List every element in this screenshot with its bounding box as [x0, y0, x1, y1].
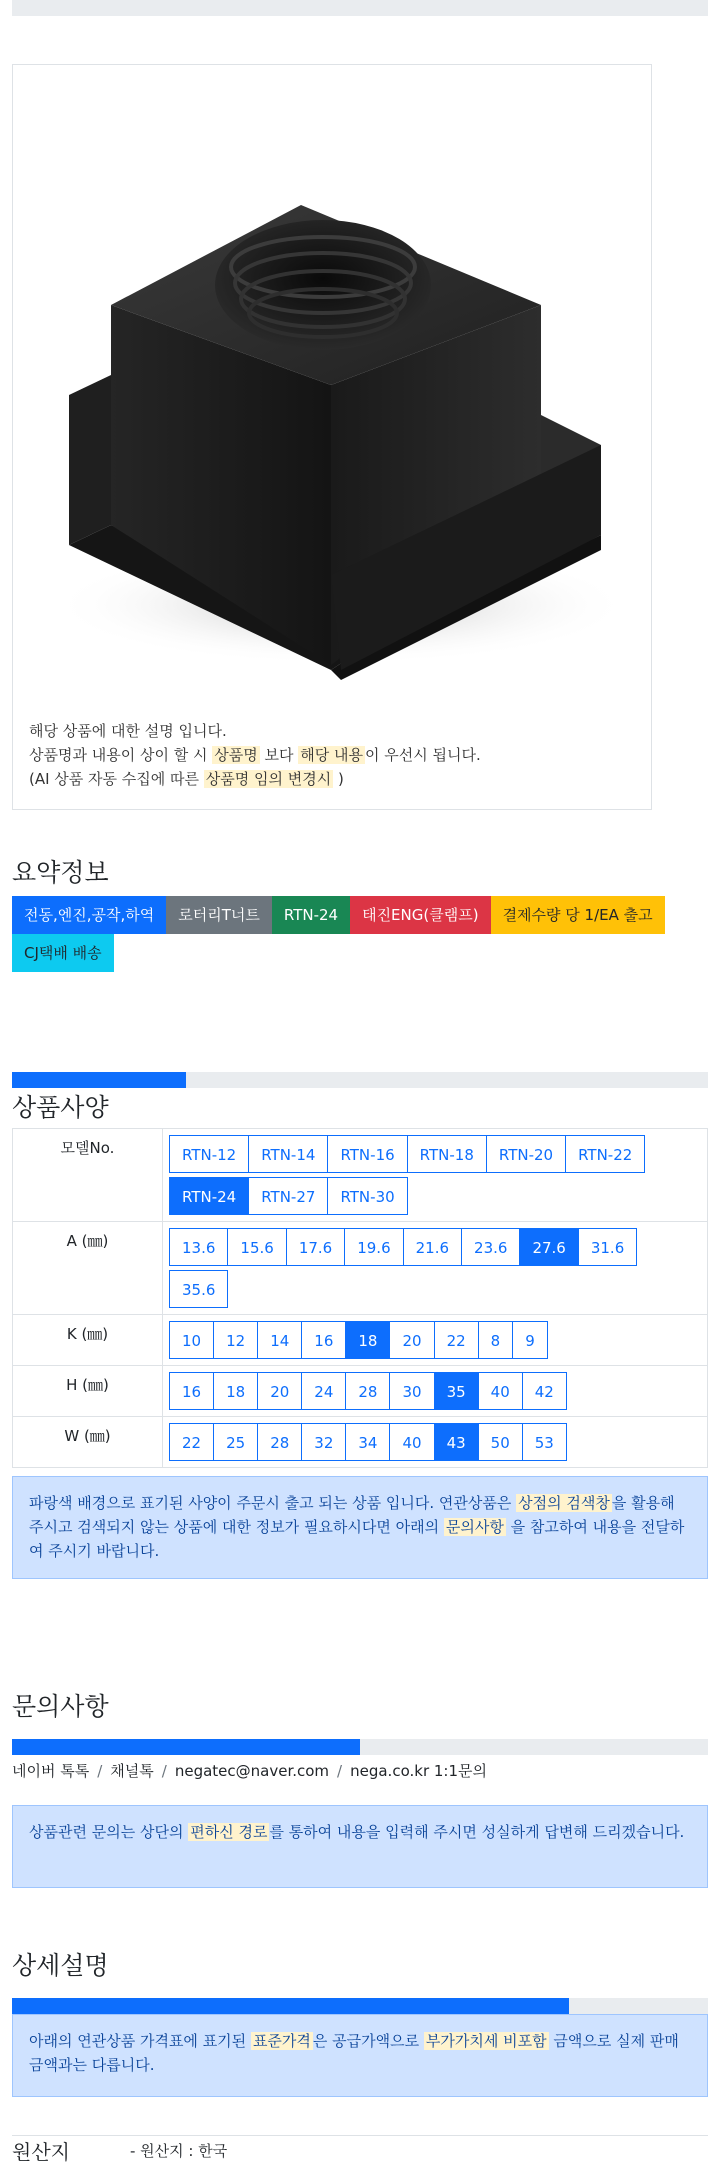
spec-option-button[interactable]: 16 [169, 1372, 214, 1410]
spec-option-button[interactable]: 25 [213, 1423, 258, 1461]
spec-option-button[interactable]: 18 [213, 1372, 258, 1410]
spec-option-button[interactable]: 35 [434, 1372, 479, 1410]
spec-option-button[interactable]: RTN-16 [327, 1135, 407, 1173]
spec-option-button[interactable]: 22 [169, 1423, 214, 1461]
spec-option-button[interactable]: 14 [257, 1321, 302, 1359]
inquiry-links [12, 1757, 708, 1789]
option-group [169, 1319, 689, 1361]
spec-option-button[interactable]: RTN-24 [169, 1177, 249, 1215]
detail-progress [12, 1998, 708, 2014]
spec-option-button[interactable]: 28 [257, 1423, 302, 1461]
inquiry-link[interactable]: nega.co.kr 1:1문의 [350, 1762, 487, 1780]
inquiry-link[interactable]: 네이버 톡톡 [12, 1762, 90, 1780]
inquiry-notice [12, 1805, 708, 1888]
spec-option-button[interactable]: 12 [213, 1321, 258, 1359]
spec-option-button[interactable]: 35.6 [169, 1270, 228, 1308]
spec-option-button[interactable]: RTN-22 [565, 1135, 645, 1173]
product-card [12, 64, 652, 810]
spec-option-button[interactable]: RTN-30 [327, 1177, 407, 1215]
spec-option-button[interactable]: 8 [478, 1321, 514, 1359]
spec-option-button[interactable]: 30 [389, 1372, 434, 1410]
link-separator: / [337, 1762, 343, 1780]
desc-highlight: 해당 내용 [300, 746, 363, 764]
option-group [169, 1133, 689, 1217]
spec-row-label: 모델No. [13, 1129, 163, 1222]
inquiry-title: 문의사항 [12, 1692, 109, 1721]
notice-highlight: 편하신 경로 [190, 1823, 268, 1841]
summary-badge: 로터리T너트 [166, 896, 272, 934]
desc-text: ) [333, 770, 344, 788]
spec-option-button[interactable]: RTN-20 [486, 1135, 566, 1173]
spec-option-button[interactable]: 27.6 [519, 1228, 578, 1266]
spec-notice [12, 1476, 708, 1579]
notice-highlight: 부가가치세 비포함 [425, 2032, 547, 2050]
spec-option-button[interactable]: 43 [434, 1423, 479, 1461]
detail-title: 상세설명 [12, 1951, 109, 1980]
spec-row [13, 1129, 708, 1222]
desc-text: 상품명과 내용이 상이 할 시 [29, 746, 213, 764]
spec-option-button[interactable]: RTN-14 [248, 1135, 328, 1173]
desc-text: 보다 [259, 746, 299, 764]
desc-text: 이 우선시 됩니다. [364, 746, 481, 764]
spec-row-label: A (㎜) [13, 1222, 163, 1315]
spec-table [12, 1128, 708, 1468]
summary-badge: CJ택배 배송 [12, 934, 114, 972]
spec-option-button[interactable]: 34 [345, 1423, 390, 1461]
notice-text: 파랑색 배경으로 표기된 사양이 주문시 출고 되는 상품 입니다. 연관상품은 [29, 1494, 517, 1512]
link-separator: / [161, 1762, 167, 1780]
notice-highlight: 문의사항 [445, 1518, 504, 1536]
spec-option-button[interactable]: 50 [478, 1423, 523, 1461]
spec-option-button[interactable]: RTN-18 [407, 1135, 487, 1173]
link-separator: / [97, 1762, 103, 1780]
spec-option-button[interactable]: 20 [389, 1321, 434, 1359]
summary-title: 요약정보 [12, 858, 109, 887]
detail-notice [12, 2014, 708, 2097]
notice-text: 상품관련 문의는 상단의 [29, 1823, 189, 1841]
spec-row-options [163, 1315, 708, 1366]
spec-row-label: H (㎜) [13, 1366, 163, 1417]
desc-text: (AI 상품 자동 수집에 따른 [29, 770, 204, 788]
notice-text: 을 참고하여 내용을 전달하여 주시기 바랍니다. [29, 1518, 685, 1560]
spec-row [13, 1222, 708, 1315]
spec-option-button[interactable]: 28 [345, 1372, 390, 1410]
notice-text: 를 통하여 내용을 입력해 주시면 성실하게 답변해 드리겠습니다. [269, 1823, 685, 1841]
spec-option-button[interactable]: 42 [522, 1372, 567, 1410]
spec-row-options [163, 1366, 708, 1417]
option-group [169, 1370, 689, 1412]
summary-badge: RTN-24 [272, 896, 350, 934]
spec-row-options [163, 1417, 708, 1468]
spec-option-button[interactable]: RTN-27 [248, 1177, 328, 1215]
inquiry-progress [12, 1739, 708, 1755]
spec-option-button[interactable]: 16 [301, 1321, 346, 1359]
inquiry-progress-fill [12, 1739, 360, 1755]
spec-option-button[interactable]: RTN-12 [169, 1135, 249, 1173]
spec-row [13, 1315, 708, 1366]
origin-label: 원산지 [12, 2140, 70, 2164]
option-group [169, 1226, 689, 1310]
notice-highlight: 표준가격 [252, 2032, 311, 2050]
origin-value: - 원산지 : 한국 [130, 2142, 228, 2160]
spec-option-button[interactable]: 23.6 [461, 1228, 520, 1266]
summary-badge: 전동,엔진,공작,하역 [12, 896, 166, 934]
spec-option-button[interactable]: 22 [434, 1321, 479, 1359]
top-progress-bar [12, 0, 708, 16]
spec-option-button[interactable]: 18 [345, 1321, 390, 1359]
notice-text: 금액으로 실제 판매금액과는 다릅니다. [29, 2032, 679, 2074]
notice-text: 을 활용해 주시고 검색되지 않는 상품에 대한 정보가 필요하시다면 아래의 [29, 1494, 675, 1536]
spec-row-options [163, 1129, 708, 1222]
spec-option-button[interactable]: 31.6 [578, 1228, 637, 1266]
desc-highlight: 상품명 임의 변경시 [205, 770, 332, 788]
option-group [169, 1421, 689, 1463]
summary-badges [12, 896, 712, 972]
desc-highlight: 상품명 [214, 746, 258, 764]
spec-option-button[interactable]: 21.6 [403, 1228, 462, 1266]
spec-option-button[interactable]: 17.6 [286, 1228, 345, 1266]
spec-option-button[interactable]: 13.6 [169, 1228, 228, 1266]
notice-text: 아래의 연관상품 가격표에 표기된 [29, 2032, 251, 2050]
origin-row [12, 2135, 708, 2165]
spec-option-button[interactable]: 19.6 [344, 1228, 403, 1266]
spec-option-button[interactable]: 40 [389, 1423, 434, 1461]
inquiry-link[interactable]: 채널톡 [110, 1762, 154, 1780]
spec-option-button[interactable]: 32 [301, 1423, 346, 1461]
summary-badge: 태진ENG(클램프) [350, 896, 490, 934]
spec-option-button[interactable]: 53 [522, 1423, 567, 1461]
spec-row [13, 1366, 708, 1417]
spec-progress [12, 1072, 708, 1088]
product-description [29, 719, 481, 791]
desc-line-1: 해당 상품에 대한 설명 입니다. [29, 722, 227, 740]
spec-option-button[interactable]: 15.6 [227, 1228, 286, 1266]
spec-row-options [163, 1222, 708, 1315]
rotary-t-nut-image [41, 105, 625, 685]
detail-progress-fill [12, 1998, 569, 2014]
spec-row-label: W (㎜) [13, 1417, 163, 1468]
spec-row-label: K (㎜) [13, 1315, 163, 1366]
spec-option-button[interactable]: 20 [257, 1372, 302, 1410]
inquiry-link[interactable]: negatec@naver.com [174, 1762, 330, 1780]
desc-line-3 [29, 767, 481, 791]
spec-row [13, 1417, 708, 1468]
summary-badge: 결제수량 당 1/EA 출고 [491, 896, 665, 934]
spec-option-button[interactable]: 40 [478, 1372, 523, 1410]
spec-progress-fill [12, 1072, 186, 1088]
notice-text: 은 공급가액으로 [312, 2032, 424, 2050]
notice-highlight: 상점의 검색창 [518, 1494, 610, 1512]
spec-title: 상품사양 [12, 1093, 109, 1122]
spec-option-button[interactable]: 10 [169, 1321, 214, 1359]
spec-option-button[interactable]: 9 [512, 1321, 548, 1359]
desc-line-2 [29, 743, 481, 767]
spec-option-button[interactable]: 24 [301, 1372, 346, 1410]
